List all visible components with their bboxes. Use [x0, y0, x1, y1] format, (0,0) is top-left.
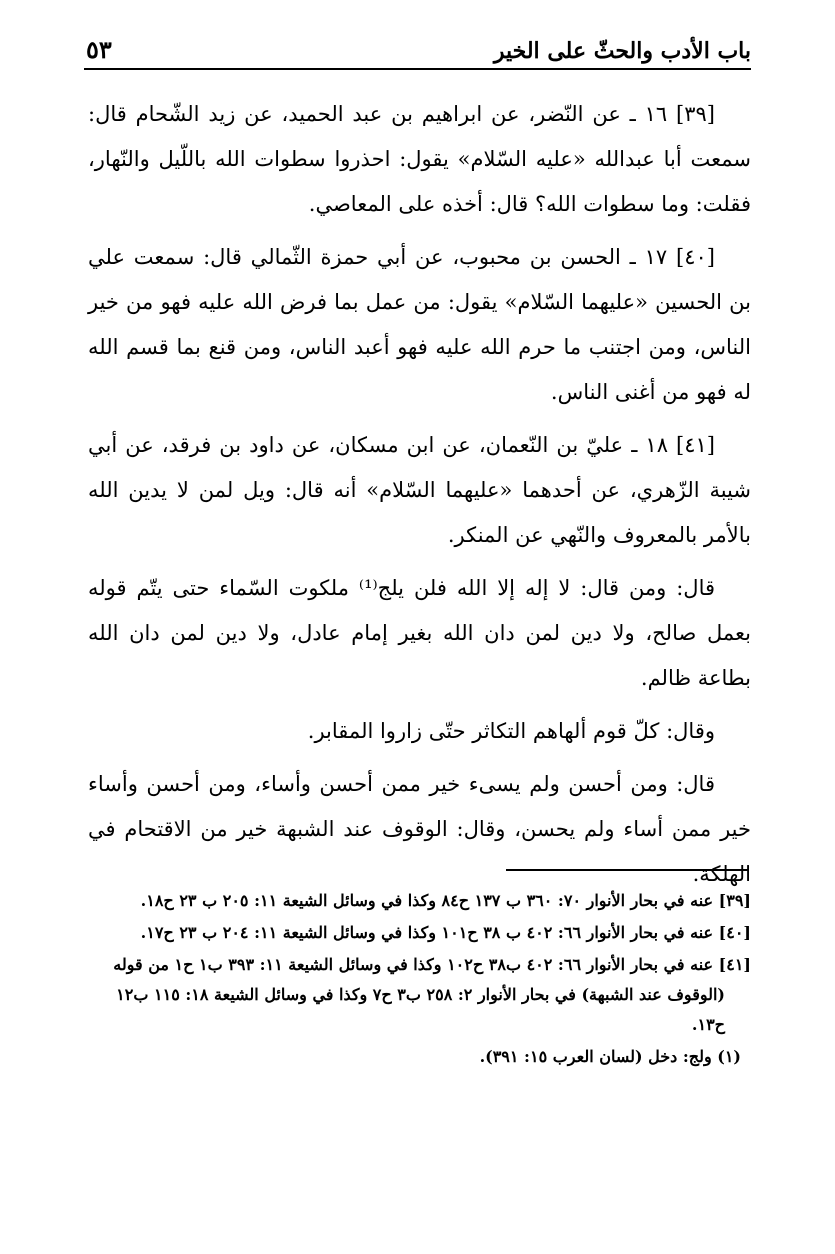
footnote-39: [٣٩] عنه في بحار الأنوار ٧٠: ٣٦٠ ب ١٣٧ ح٨٤ وكذا في وسائل الشيعة ١١: ٢٠٥ ب ٢٣ ح١٨.	[140, 891, 751, 910]
continuation-paragraph-3: قال: ومن أحسن ولم يسىء خير ممن أحسن وأساء، ومن أحسن وأساء خير ممن أساء ولم يحسن، وقال: الوقوف عند الشبهة خير من الاقتحام في الهلكة.	[88, 772, 751, 886]
continuation-paragraph-2: وقال: كلّ قوم ألهاهم التكاثر حتّى زاروا المقابر.	[307, 719, 715, 743]
main-text	[88, 92, 751, 905]
running-header	[86, 28, 751, 64]
footnotes	[84, 886, 751, 1072]
hadith-paragraph-39: [٣٩] ١٦ ـ عن النّضر، عن ابراهيم بن عبد الحميد، عن زيد الشّحام قال: سمعت أبا عبدالله «عليه السّلام» يقول: احذروا سطوات الله باللّيل والنّهار، فقلت: وما سطوات الله؟ قال: أخذه على المعاصي.	[88, 102, 751, 216]
footnote-41: [٤١] عنه في بحار الأنوار ٦٦: ٤٠٢ ب٣٨ ح١٠٢ وكذا في وسائل الشيعة ١١: ٣٩٣ ب١ ح١ من قوله (الوقوف عند الشبهة) في بحار الأنوار ٢: ٢٥٨ ب٣ ح٧ وكذا في وسائل الشيعة ١٨: ١١٥ ب١٢ ح١٣.	[113, 955, 751, 1034]
header-divider	[84, 68, 751, 70]
footnote-40: [٤٠] عنه في بحار الأنوار ٦٦: ٤٠٢ ب ٣٨ ح١٠١ وكذا في وسائل الشيعة ١١: ٢٠٤ ب ٢٣ ح١٧.	[140, 923, 751, 942]
footnote-divider	[506, 869, 748, 871]
page-number: ٥٣	[86, 35, 112, 64]
chapter-title: باب الأدب والحثّ على الخير	[493, 38, 751, 64]
footnote-lexical-note: (١) ولج: دخل (لسان العرب ١٥: ٣٩١).	[479, 1047, 741, 1066]
continuation-paragraph-1: قال: ومن قال: لا إله إلا الله فلن يلج⁽¹⁾ ملكوت السّماء حتى يتّم قوله بعمل صالح، ولا دين لمن دان الله بغير إمام عادل، ولا دين لمن دان الله بطاعة ظالم.	[88, 576, 751, 690]
hadith-paragraph-41: [٤١] ١٨ ـ عليّ بن النّعمان، عن ابن مسكان، عن داود بن فرقد، عن أبي شيبة الزّهري، عن أحدهما «عليهما السّلام» أنه قال: ويل لمن لا يدين الله بالأمر بالمعروف والنّهي عن المنكر.	[88, 433, 751, 547]
hadith-paragraph-40: [٤٠] ١٧ ـ الحسن بن محبوب، عن أبي حمزة الثّمالي قال: سمعت علي بن الحسين «عليهما السّلام» يقول: من عمل بما فرض الله عليه فهو من خير الناس، ومن اجتنب ما حرم الله عليه فهو أعبد الناس، ومن قنع بما قسم الله له فهو من أغنى الناس.	[88, 245, 751, 404]
